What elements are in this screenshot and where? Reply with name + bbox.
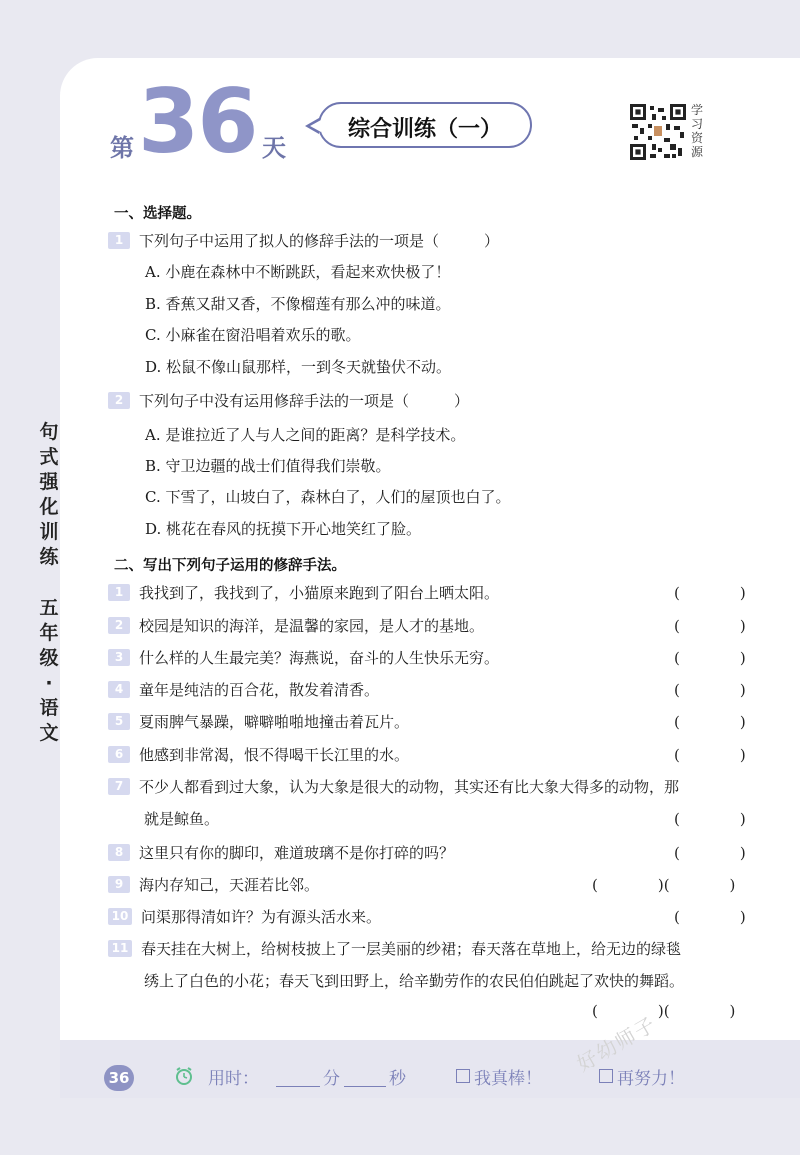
list-item: 7 不少人都看到过大象，认为大象是很大的动物，其实还有比大象大得多的动物，那 bbox=[108, 772, 758, 802]
page-title: 综合训练（一） bbox=[347, 117, 502, 142]
question-number: 1 bbox=[108, 232, 130, 249]
question-number: 2 bbox=[108, 392, 130, 409]
option-a[interactable]: A. 是谁拉近了人与人之间的距离？是科学技术。 bbox=[145, 426, 466, 444]
item-number: 1 bbox=[108, 584, 130, 601]
minutes-blank[interactable] bbox=[276, 1086, 320, 1087]
item-number: 9 bbox=[108, 876, 130, 893]
section-heading-rhetoric: 二、写出下列句子运用的修辞手法。 bbox=[114, 558, 346, 574]
list-item: 1 我找到了，我找到了，小猫原来跑到了阳台上晒太阳。 bbox=[108, 578, 758, 608]
list-item: 6 他感到非常渴，恨不得喝干长江里的水。 bbox=[108, 740, 758, 770]
option-great-label: 我真棒！ bbox=[474, 1069, 542, 1089]
day-prefix: 第 bbox=[110, 133, 134, 162]
qr-label: 学 习 资 源 bbox=[690, 103, 703, 159]
answer-blank[interactable]: ( ) bbox=[674, 844, 746, 862]
item-number: 10 bbox=[108, 908, 132, 925]
seconds-label: 秒 bbox=[389, 1069, 406, 1089]
list-item: 8 这里只有你的脚印，难道玻璃不是你打碎的吗？ bbox=[108, 838, 758, 868]
title-bubble bbox=[318, 102, 532, 148]
list-item: 3 什么样的人生最完美？海燕说，奋斗的人生快乐无穷。 bbox=[108, 643, 758, 673]
item-number: 7 bbox=[108, 778, 130, 795]
answer-blank[interactable]: ( ) bbox=[674, 713, 746, 731]
option-c[interactable]: C. 小麻雀在窗沿唱着欢乐的歌。 bbox=[145, 326, 361, 344]
day-suffix: 天 bbox=[262, 133, 286, 162]
page-number: 36 bbox=[104, 1065, 134, 1091]
option-b[interactable]: B. 守卫边疆的战士们值得我们崇敬。 bbox=[145, 457, 391, 475]
list-item: 10 问渠那得清如许？为有源头活水来。 bbox=[108, 902, 758, 932]
option-c[interactable]: C. 下雪了，山坡白了，森林白了，人们的屋顶也白了。 bbox=[145, 488, 511, 506]
option-b[interactable]: B. 香蕉又甜又香，不像榴莲有那么冲的味道。 bbox=[145, 295, 451, 313]
checkbox-try-harder[interactable] bbox=[599, 1069, 613, 1083]
answer-blank[interactable]: ( ) bbox=[674, 649, 746, 667]
checkbox-great[interactable] bbox=[456, 1069, 470, 1083]
time-label: 用时： bbox=[208, 1069, 259, 1089]
answer-blank[interactable]: ( ) bbox=[674, 617, 746, 635]
section-heading-choice: 一、选择题。 bbox=[114, 206, 201, 222]
option-d[interactable]: D. 桃花在春风的抚摸下开心地笑红了脸。 bbox=[145, 520, 422, 538]
list-item: 2 校园是知识的海洋，是温馨的家园，是人才的基地。 bbox=[108, 611, 758, 641]
minutes-label: 分 bbox=[323, 1069, 340, 1089]
side-label: 句 式 强 化 训 练 五 年 级 · 语 文 bbox=[39, 421, 59, 744]
item-number: 3 bbox=[108, 649, 130, 666]
item-number: 11 bbox=[108, 940, 132, 957]
answer-blank-pair[interactable]: ( )( ) bbox=[592, 1002, 736, 1020]
item-number: 6 bbox=[108, 746, 130, 763]
item-number: 8 bbox=[108, 844, 130, 861]
list-item: 11 春天挂在大树上，给树枝披上了一层美丽的纱裙；春天落在草地上，给无边的绿毯 bbox=[108, 934, 758, 964]
option-d[interactable]: D. 松鼠不像山鼠那样，一到冬天就蛰伏不动。 bbox=[145, 358, 452, 376]
question-stem: 1 下列句子中运用了拟人的修辞手法的一项是（ ） bbox=[108, 226, 758, 256]
alarm-clock-icon bbox=[174, 1066, 194, 1086]
answer-blank[interactable]: ( ) bbox=[674, 908, 746, 926]
item-number: 4 bbox=[108, 681, 130, 698]
seconds-blank[interactable] bbox=[344, 1086, 386, 1087]
item-number: 2 bbox=[108, 617, 130, 634]
answer-blank[interactable]: ( ) bbox=[674, 681, 746, 699]
item-number: 5 bbox=[108, 713, 130, 730]
list-item-continuation: 绣上了白色的小花；春天飞到田野上，给辛勤劳作的农民伯伯跳起了欢快的舞蹈。 bbox=[144, 972, 685, 990]
list-item: 5 夏雨脾气暴躁，噼噼啪啪地撞击着瓦片。 bbox=[108, 707, 758, 737]
option-try-harder-label: 再努力！ bbox=[617, 1069, 685, 1089]
answer-blank-pair[interactable]: ( )( ) bbox=[592, 876, 736, 894]
qr-code-icon[interactable] bbox=[630, 104, 686, 160]
answer-blank[interactable]: ( ) bbox=[674, 584, 746, 602]
answer-blank[interactable]: ( ) bbox=[674, 746, 746, 764]
question-stem: 2 下列句子中没有运用修辞手法的一项是（ ） bbox=[108, 386, 758, 416]
footer-band bbox=[60, 1040, 800, 1098]
watermark: 好幼师子 bbox=[572, 1011, 661, 1077]
list-item: 9 海内存知己，天涯若比邻。 bbox=[108, 870, 758, 900]
answer-blank[interactable]: ( ) bbox=[674, 810, 746, 828]
list-item: 4 童年是纯洁的百合花，散发着清香。 bbox=[108, 675, 758, 705]
option-a[interactable]: A. 小鹿在森林中不断跳跃，看起来欢快极了！ bbox=[145, 263, 451, 281]
list-item-continuation: 就是鲸鱼。 bbox=[144, 810, 220, 828]
day-number: 36 bbox=[138, 70, 257, 173]
